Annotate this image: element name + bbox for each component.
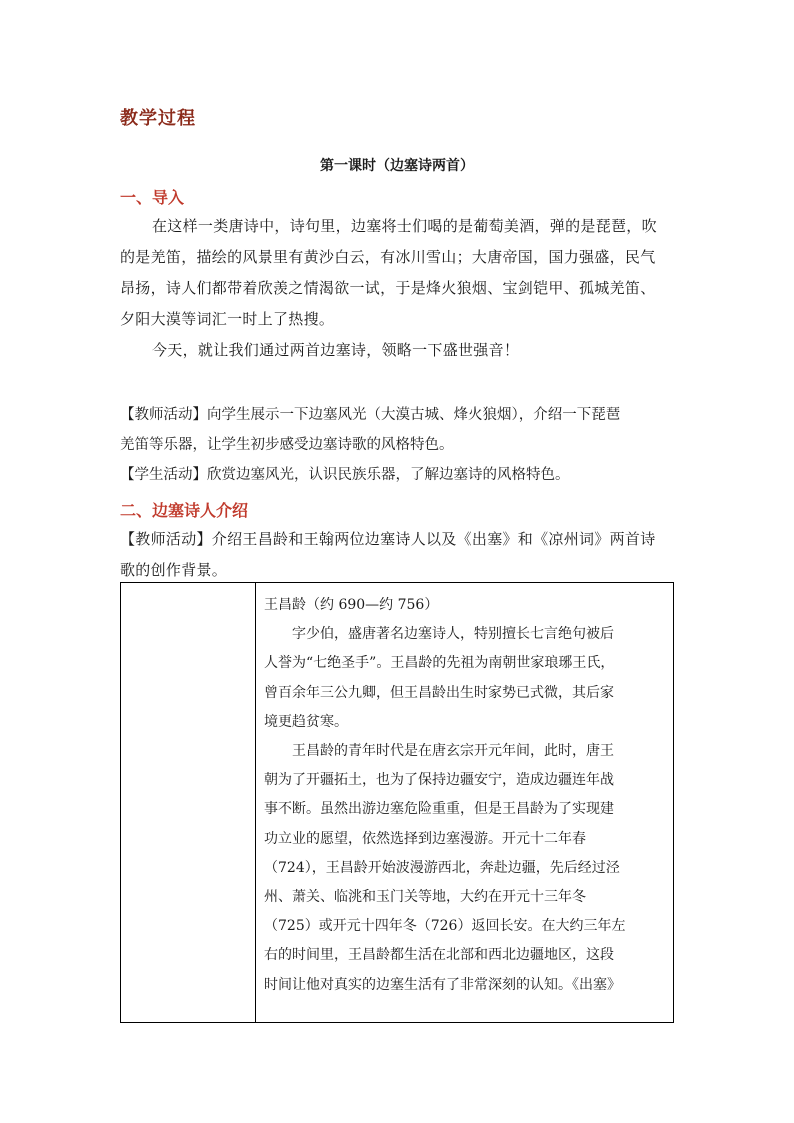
poet-header: 王昌龄（约 690—约 756） [264,597,439,613]
activity-line: 歌的创作背景。 [120,561,228,579]
bio-line: 人誉为“七绝圣手”。王昌龄的先祖为南朝世家琅琊王氏， [264,655,615,672]
bio-line: 事不断。虽然出游边塞危险重重，但是王昌龄为了实现建 [264,801,614,818]
bio-line: （725）或开元十四年冬（726）返回长安。在大约三年左 [264,918,626,935]
bio-line: 王昌龄的青年时代是在唐玄宗开元年间，此时，唐王 [292,743,614,760]
bio-line: 州、萧关、临洮和玉门关等地，大约在开元十三年冬 [264,889,586,906]
bio-line: 境更趋贫寒。 [264,713,348,730]
bio-line: 右的时间里，王昌龄都生活在北部和西北边疆地区，这段 [264,947,614,964]
bio-line: （724），王昌龄开始波漫游西北，奔赴边疆，先后经过泾 [264,859,620,876]
paragraph-line: 昂扬，诗人们都带着欣羡之情渴欲一试，于是烽火狼烟、宝剑铠甲、孤城羌笛、 [120,279,656,297]
table-row [121,583,674,1023]
bio-line: 字少伯，盛唐著名边塞诗人，特别擅长七言绝句被后 [292,626,614,643]
bio-line: 朝为了开疆拓土，也为了保持边疆安宁，造成边疆连年战 [264,772,614,789]
page-heading: 教学过程 [120,108,196,129]
section-title-intro: 一、导入 [120,188,185,207]
paragraph-line: 夕阳大漠等词汇一时上了热搜。 [120,310,335,328]
paragraph-line: 今天，就让我们通过两首边塞诗，领略一下盛世强音！ [152,341,520,359]
student-activity: 【学生活动】欣赏边塞风光，认识民族乐器，了解边塞诗的风格特色。 [120,467,570,483]
activity-line: 【教师活动】向学生展示一下边塞风光（大漠古城、烽火狼烟），介绍一下琵琶 [120,407,621,423]
activity-line: 羌笛等乐器，让学生初步感受边塞诗歌的风格特色。 [120,437,454,453]
table-bio-cell [256,583,674,1023]
teacher-activity-intro [120,400,676,490]
paragraph-line: 的是羌笛，描绘的风景里有黄沙白云，有冰川雪山；大唐帝国，国力强盛，民气 [120,248,656,266]
poet-info-table [120,582,674,1023]
teacher-activity-poets [120,524,676,586]
section-title-poets: 二、边塞诗人介绍 [120,501,249,520]
intro-paragraph [120,211,676,366]
table-left-cell [121,583,256,1023]
bio-line: 曾百余年三公九卿，但王昌龄出生时家势已式微，其后家 [264,684,614,701]
activity-line: 【教师活动】介绍王昌龄和王翰两位边塞诗人以及《出塞》和《凉州词》两首诗 [120,530,656,548]
bio-line: 功立业的愿望，依然选择到边塞漫游。开元十二年春 [264,830,586,847]
paragraph-line: 在这样一类唐诗中，诗句里，边塞将士们喝的是葡萄美酒，弹的是琵琶，吹 [152,217,657,235]
bio-line: 时间让他对真实的边塞生活有了非常深刻的认知。《出塞》 [264,976,621,993]
lesson-title: 第一课时（边塞诗两首） [320,158,474,174]
